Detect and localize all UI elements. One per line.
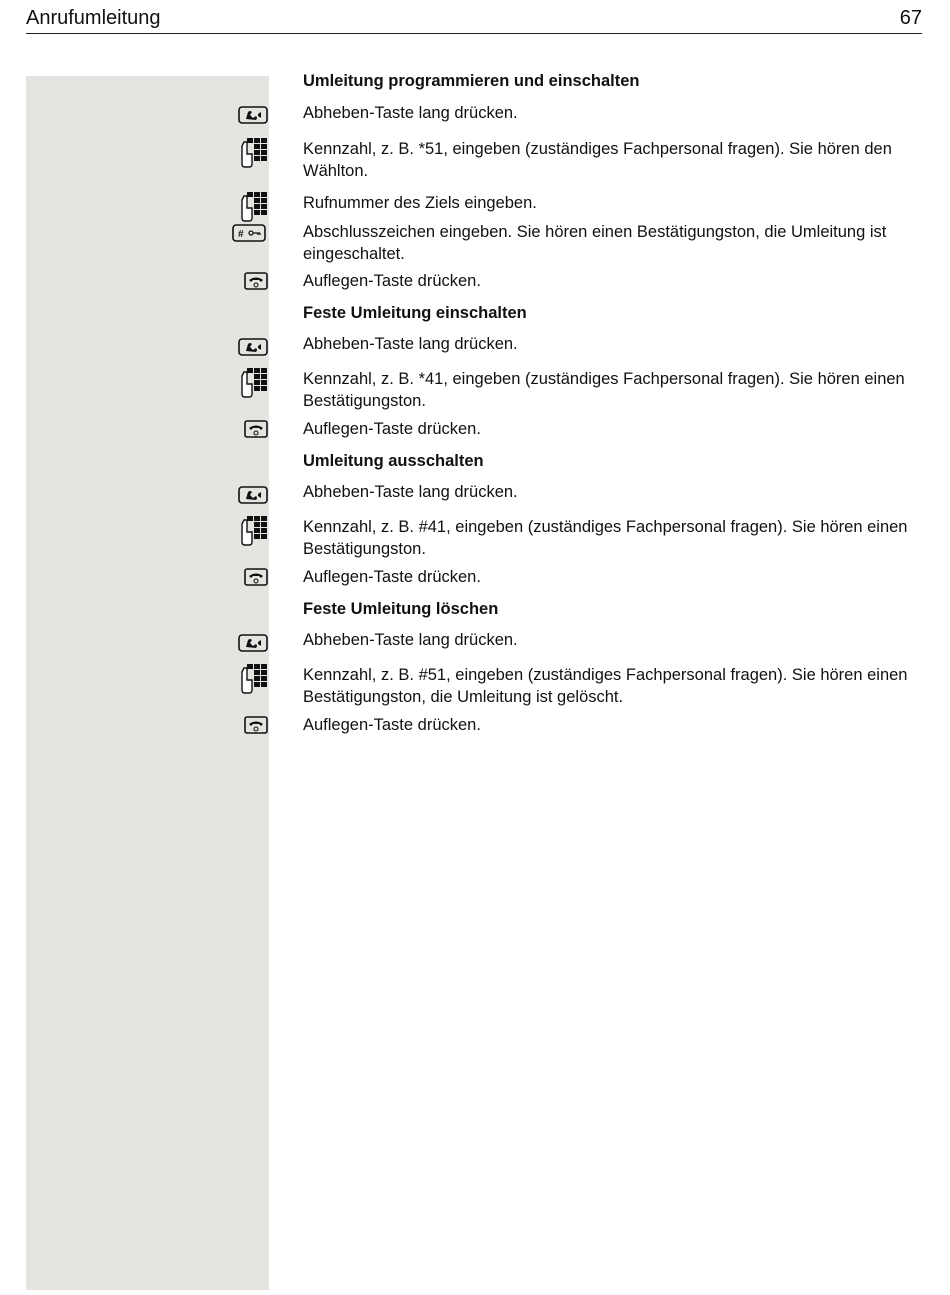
keypad-icon xyxy=(228,664,268,692)
step-text: Auflegen-Taste drücken. xyxy=(303,716,481,734)
step-text: Abheben-Taste lang drücken. xyxy=(303,335,518,353)
keypad-icon xyxy=(228,368,268,396)
hash-key-icon xyxy=(226,224,266,252)
section-heading: Umleitung ausschalten xyxy=(303,452,484,470)
page-header xyxy=(26,6,922,34)
svg-text:#: # xyxy=(238,229,244,240)
step-text: Abheben-Taste lang drücken. xyxy=(303,483,518,501)
hang-up-key-icon xyxy=(228,568,268,596)
keypad-icon xyxy=(228,516,268,544)
step-text: Kennzahl, z. B. #51, eingeben (zuständiges Fachpersonal fragen). Sie hören einen Bestätigungston, die Umleitung ist gelöscht. xyxy=(303,666,908,706)
section-heading: Feste Umleitung einschalten xyxy=(303,304,527,322)
handset-off-hook-icon xyxy=(228,106,268,134)
hang-up-key-icon xyxy=(228,716,268,744)
step-text: Kennzahl, z. B. #41, eingeben (zuständiges Fachpersonal fragen). Sie hören einen Bestätigungston. xyxy=(303,518,908,558)
step-text: Abheben-Taste lang drücken. xyxy=(303,104,518,122)
step-text: Auflegen-Taste drücken. xyxy=(303,272,481,290)
section-heading: Umleitung programmieren und einschalten xyxy=(303,72,640,90)
step-text: Kennzahl, z. B. *51, eingeben (zuständiges Fachpersonal fragen). Sie hören den Wählton. xyxy=(303,140,892,180)
step-text: Kennzahl, z. B. *41, eingeben (zuständiges Fachpersonal fragen). Sie hören einen Bestätigungston. xyxy=(303,370,905,410)
handset-off-hook-icon xyxy=(228,486,268,514)
step-text: Auflegen-Taste drücken. xyxy=(303,568,481,586)
step-text: Auflegen-Taste drücken. xyxy=(303,420,481,438)
section-heading: Feste Umleitung löschen xyxy=(303,600,499,618)
handset-off-hook-icon xyxy=(228,634,268,662)
keypad-icon xyxy=(228,192,268,220)
page-number: 67 xyxy=(899,7,922,29)
step-text: Rufnummer des Ziels eingeben. xyxy=(303,194,537,212)
step-text: Abheben-Taste lang drücken. xyxy=(303,631,518,649)
hang-up-key-icon xyxy=(228,420,268,448)
step-text: Abschlusszeichen eingeben. Sie hören einen Bestätigungston, die Umleitung ist eingeschaltet. xyxy=(303,223,887,263)
page-title: Anrufumleitung xyxy=(26,7,161,29)
handset-off-hook-icon xyxy=(228,338,268,366)
keypad-icon xyxy=(228,138,268,166)
hang-up-key-icon xyxy=(228,272,268,300)
